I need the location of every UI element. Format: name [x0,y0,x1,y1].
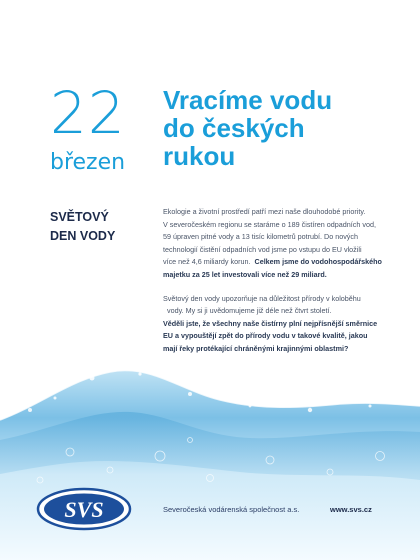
body-line: 59 úpraven pitné vody a 13 tisíc kilometrů potrubí. Do nových [163,232,358,242]
body-text [163,206,393,356]
body-line: Věděli jste, že všechny naše čistírny plní nejpřísnější směrnice [163,318,378,328]
body-line: majetku za 25 let investovali více než 29 miliard. [163,269,327,279]
body-line: technologií čistění odpadních vod jsme po vstupu do EU vložili [163,244,362,254]
body-line: Světový den vody upozorňuje na důležitost přírody v koloběhu [163,293,361,303]
body-line: Ekologie a životní prostředí patří mezi naše dlouhodobé priority. [163,207,366,216]
body-line [163,256,393,269]
logo-text: SVS [64,497,104,522]
body-line: vody. My si ji uvědomujeme již déle než čtvrt století. [167,306,332,316]
headline-line: do českých [163,113,305,143]
svs-logo [36,487,132,531]
headline-line: Vracíme vodu [163,85,333,115]
body-text-regular: více než 4,6 miliardy korun. [163,257,251,267]
event-title [50,208,115,246]
company-name: Severočeská vodárenská společnost a.s. [163,505,300,514]
date-month: březen [50,150,126,175]
headline [163,86,393,170]
body-line: EU a vypouštějí zpět do přírody vodu v takové kvalitě, jakou [163,331,368,341]
body-text-bold: Celkem jsme do vodohospodářského [254,257,382,267]
website-link[interactable]: www.svs.cz [330,505,372,514]
event-title-line: DEN VODY [50,229,116,243]
event-title-line: SVĚTOVÝ [50,210,109,224]
headline-line: rukou [163,141,236,171]
body-line: V severočeském regionu se staráme o 189 čistíren odpadních vod, [163,219,376,229]
date-day: 22 [50,79,126,147]
body-line: mají řeky protékající chráněnými krajinnými oblastmi? [163,343,349,353]
